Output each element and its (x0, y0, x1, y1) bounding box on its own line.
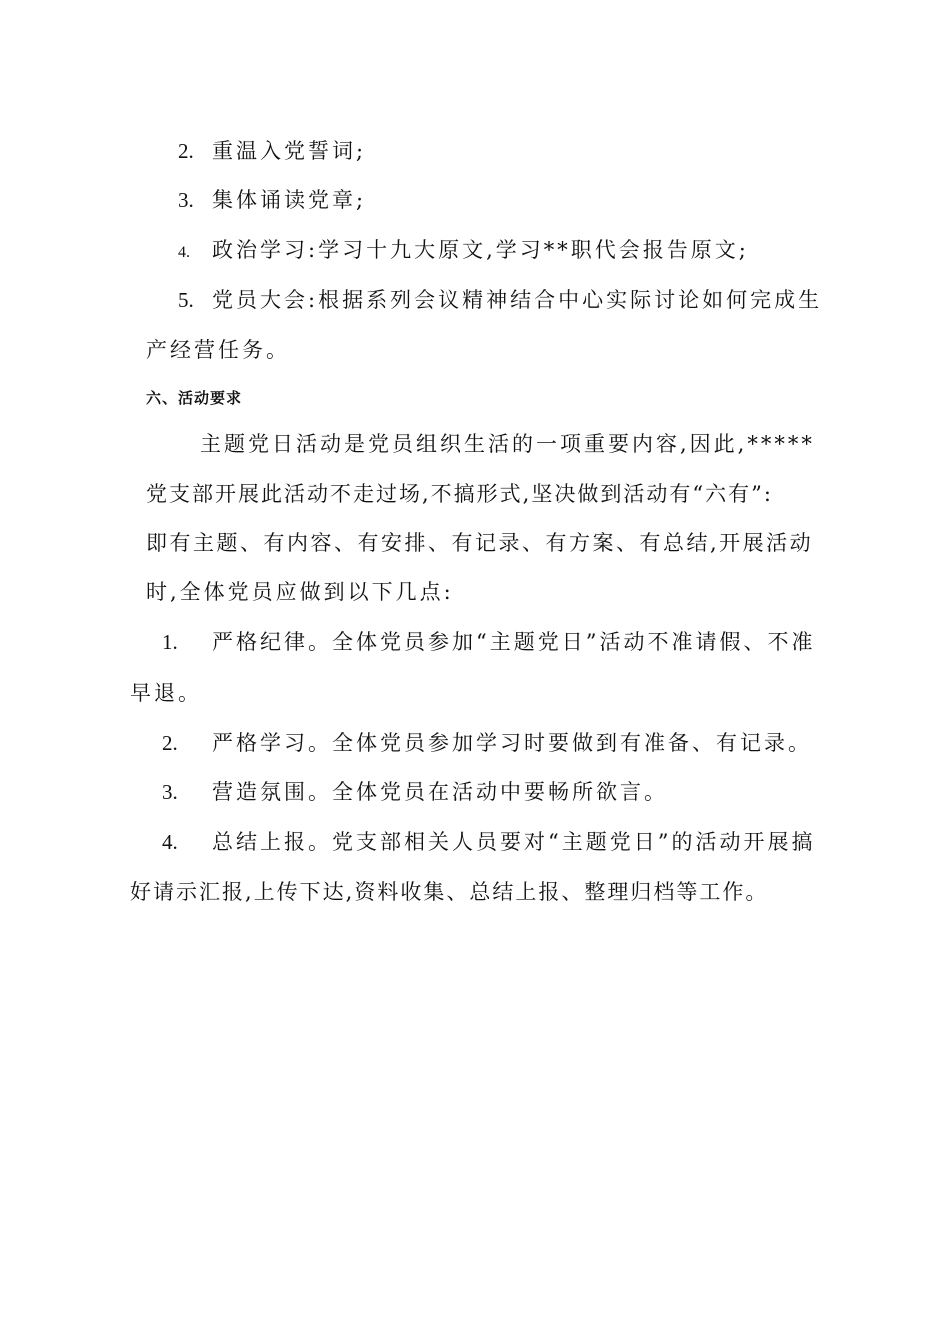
item-number: 3. (178, 188, 194, 212)
schedule-item-5 (178, 290, 822, 311)
item-number: 5. (178, 288, 194, 312)
item-text: 党员大会:根据系列会议精神结合中心实际讨论如何完成生 (212, 288, 823, 312)
item-text: 严格纪律。全体党员参加“主题党日”活动不准请假、不准 (212, 630, 816, 654)
item-number: 1. (162, 630, 178, 654)
schedule-item-4 (178, 240, 749, 261)
requirement-item-3 (162, 782, 668, 803)
item-text: 营造氛围。全体党员在活动中要畅所欲言。 (212, 780, 668, 804)
schedule-item-2 (178, 141, 366, 162)
intro-line-3: 即有主题、有内容、有安排、有记录、有方案、有总结,开展活动 (146, 531, 814, 555)
intro-line-1: 主题党日活动是党员组织生活的一项重要内容,因此,***** (200, 432, 815, 456)
item-number: 3. (162, 780, 178, 804)
item-text: 重温入党誓词; (212, 139, 367, 163)
item-text: 集体诵读党章; (212, 188, 367, 212)
item-text: 政治学习:学习十九大原文,学习**职代会报告原文; (212, 238, 749, 262)
requirement-item-1-continuation: 早退。 (130, 681, 202, 705)
section-heading: 六、活动要求 (146, 389, 243, 407)
requirement-item-4-continuation: 好请示汇报,上传下达,资料收集、总结上报、整理归档等工作。 (130, 880, 769, 904)
requirement-item-1 (162, 632, 815, 653)
item-number: 4. (178, 244, 190, 261)
item-number: 2. (162, 731, 178, 755)
requirement-item-2 (162, 733, 812, 754)
schedule-item-3 (178, 190, 366, 211)
schedule-item-5-continuation: 产经营任务。 (146, 338, 290, 362)
item-text: 总结上报。党支部相关人员要对“主题党日”的活动开展搞 (212, 830, 816, 854)
intro-line-4: 时,全体党员应做到以下几点: (146, 580, 454, 604)
item-number: 4. (162, 830, 178, 854)
item-text: 严格学习。全体党员参加学习时要做到有准备、有记录。 (212, 731, 812, 755)
intro-line-2: 党支部开展此活动不走过场,不搞形式,坚决做到活动有“六有”: (146, 482, 773, 506)
requirement-item-4 (162, 832, 815, 853)
item-number: 2. (178, 139, 194, 163)
